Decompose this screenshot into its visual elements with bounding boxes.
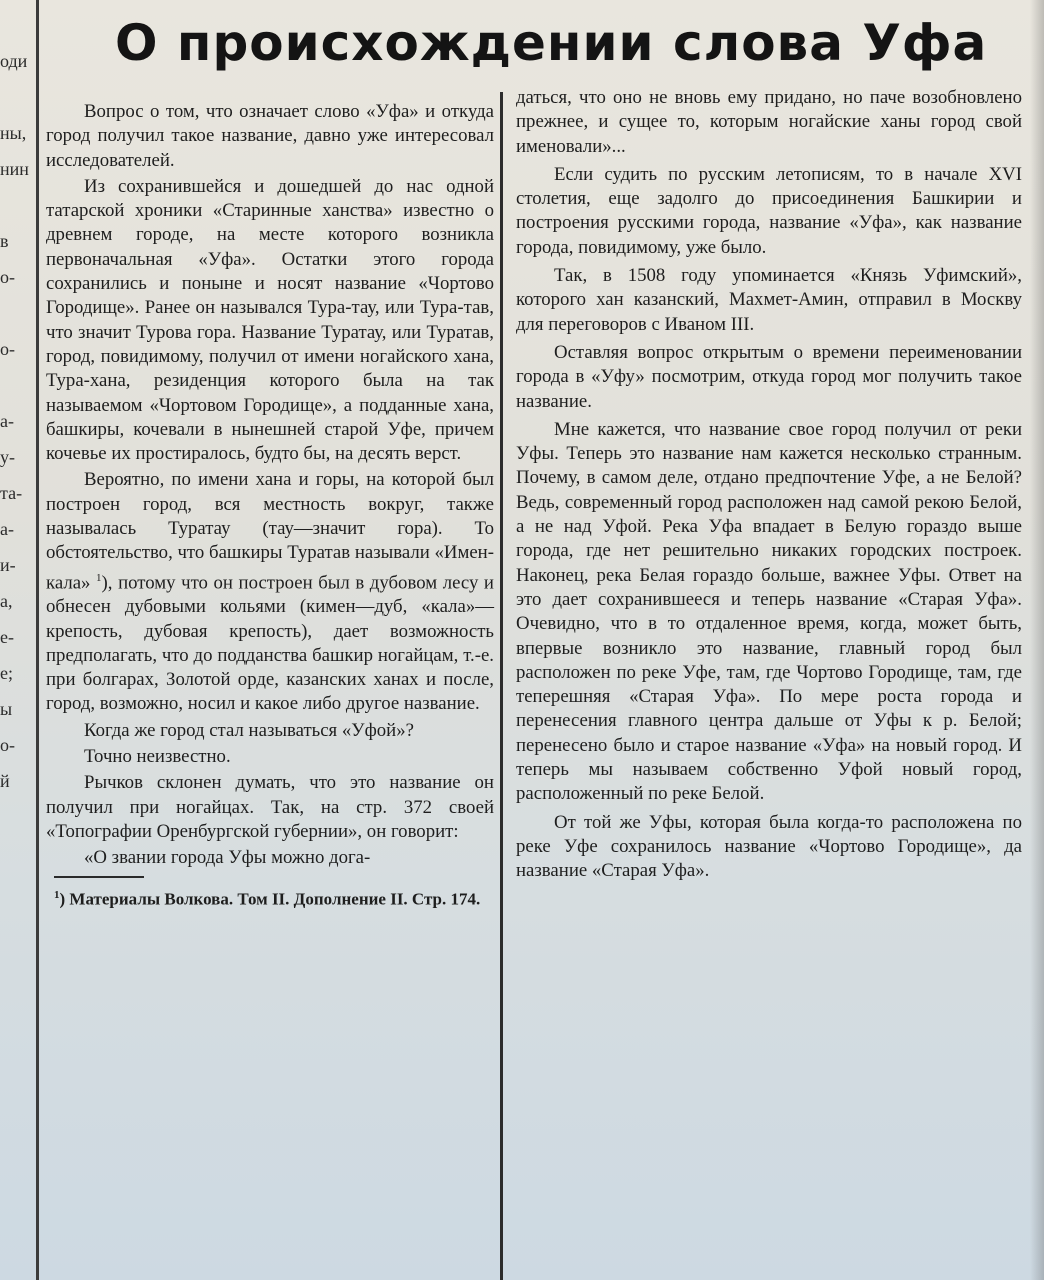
footnote-mark: 1 <box>54 889 60 902</box>
fragment-line <box>0 840 30 866</box>
paragraph <box>46 468 494 716</box>
fragment-line <box>0 1128 30 1154</box>
paragraph: Если судить по русским летописям, то в начале XVI столетия, еще задолго до присоединения Башкирии и построения русскими города, название «Уфа», как название города, повидимому, уже было. <box>516 163 1022 258</box>
fragment-line: о- <box>0 735 15 755</box>
fragment-line <box>0 192 30 218</box>
fragment-line: а, <box>0 591 13 611</box>
article-headline: О происхождении слова Уфа <box>115 14 988 72</box>
fragment-line: е; <box>0 663 13 683</box>
article-right-column <box>516 86 1022 888</box>
paragraph: От той же Уфы, которая была когда-то расположена по реке Уфе сохранилось название «Чортово Городище», да название «Старая Уфа». <box>516 811 1022 882</box>
footnote-text: Материалы Волкова. Том II. Дополнение II. Стр. 174. <box>69 890 481 910</box>
paragraph-continuation: даться, что оно не вновь ему придано, но паче возобновлено прежнее, и сущее то, которым ногайские ханы город свой именовали»... <box>516 87 1022 157</box>
paragraph-text: Вероятно, по имени хана и горы, на которой был построен город, вся местность вокруг, также называлась Туратау (тау—значит гора). То обстоятельство, что башкиры Туратав называли «Имен-кала» <box>46 469 494 593</box>
fragment-line: ны, <box>0 123 27 143</box>
fragment-line: та- <box>0 483 23 503</box>
fragment-line <box>0 1056 30 1082</box>
fragment-line: е- <box>0 627 14 647</box>
footnote-separator <box>54 876 144 878</box>
fragment-line <box>0 804 30 830</box>
fragment-line: ы <box>0 699 13 719</box>
fragment-line <box>0 372 30 398</box>
footnote: $^1$) Материалы Волкова. Том II. Дополнение II. Стр. 174. <box>54 889 481 910</box>
column-divider-center <box>500 92 503 1280</box>
paragraph-text: ), потому что он построен был в дубовом лесу и обнесен дубовыми кольями (кимен—дуб, «кала»—крепость, дубовая крепость), дает возможность предполагать, что до подданства башкир ногайцам, т.-е. при болгарах, Золотой орде, казанских ханах и после, город, возможно, носил и какое либо другое название. <box>46 571 494 715</box>
fragment-line: у- <box>0 447 15 467</box>
fragment-line: оди <box>0 51 28 71</box>
adjacent-column-fragment <box>0 0 30 1280</box>
paragraph: Точно неизвестно. <box>84 745 231 767</box>
footnote-reference: 1 <box>96 571 102 584</box>
article-left-column <box>46 100 494 911</box>
fragment-line: й <box>0 771 10 791</box>
quote-paragraph: «О звании города Уфы можно дога- <box>84 847 371 869</box>
fragment-line <box>0 84 30 110</box>
paragraph: Рычков склонен думать, что это название он получил при ногайцах. Так, на стр. 372 своей «Топографии Оренбургской губернии», он говорит: <box>46 772 494 842</box>
fragment-line <box>0 984 30 1010</box>
fragment-line: о- <box>0 267 15 287</box>
paragraph: Мне кажется, что название свое город получил от реки Уфы. Теперь это название нам кажется несколько странным. Почему, в самом деле, отдано предпочтение Уфе, а не Белой? Ведь, современный город расположен над самой рекою Белой, а не над Уфой. Река Уфа впадает в Белую гораздо выше города, где нет решительно никаких городских построек. Наконец, река Белая гораздо больше, важнее Уфы. Ответ на это дает сохранившееся и теперь название «Старая Уфа». Очевидно, что в то отдаленное время, когда, может быть, впервые возникло это название, главный город был расположен по реке Уфе, там, где Чортово Городище, там, где теперешняя «Старая Уфа». По мере роста города и перенесения главного центра дальше от Уфы к р. Белой; перенесено было и старое название «Уфа» на новый город. И теперь мы называем собственно Уфой новый город, расположенный по реке Белой. <box>516 418 1022 805</box>
fragment-line: нин <box>0 159 29 179</box>
page-edge-shadow <box>1030 0 1044 1280</box>
fragment-line: а- <box>0 411 14 431</box>
column-divider-left <box>36 0 39 1280</box>
paragraph: Из сохранившейся и дошедшей до нас одной татарской хроники «Старинные ханства» известно о древнем городе, на месте которого возникла первоначальная «Уфа». Остатки этого города сохранились и поныне и носят название «Чортово Городище». Ранее он назывался Тура-тау, или Тура-тав, что значит Турова гора. Название Туратау, или Туратав, город, повидимому, получил от имени ногайского хана, Тура-хана, резиденция которого была на так называемом «Чортовом Городище», а подданные хана, башкиры, кочевали в нынешней старой Уфе, причем кочевье их простиралось, будто бы, на десять верст. <box>46 175 494 465</box>
fragment-line <box>0 912 30 938</box>
fragment-line <box>0 948 30 974</box>
fragment-line <box>0 1020 30 1046</box>
fragment-line: о- <box>0 339 15 359</box>
fragment-line <box>0 876 30 902</box>
fragment-line: и- <box>0 555 16 575</box>
paragraph: Когда же город стал называться «Уфой»? <box>84 719 414 741</box>
fragment-line <box>0 1092 30 1118</box>
paragraph: Оставляя вопрос открытым о времени переименовании города в «Уфу» посмотрим, откуда город мог получить такое название. <box>516 341 1022 412</box>
paragraph: Вопрос о том, что означает слово «Уфа» и откуда город получил такое название, давно уже интересовал исследователей. <box>46 101 494 171</box>
paragraph: Так, в 1508 году упоминается «Князь Уфимский», которого хан казанский, Махмет-Амин, отправил в Москву для переговоров с Иваном III. <box>516 265 1022 335</box>
fragment-line <box>0 300 30 326</box>
fragment-line: в <box>0 231 9 251</box>
fragment-line: а- <box>0 519 14 539</box>
